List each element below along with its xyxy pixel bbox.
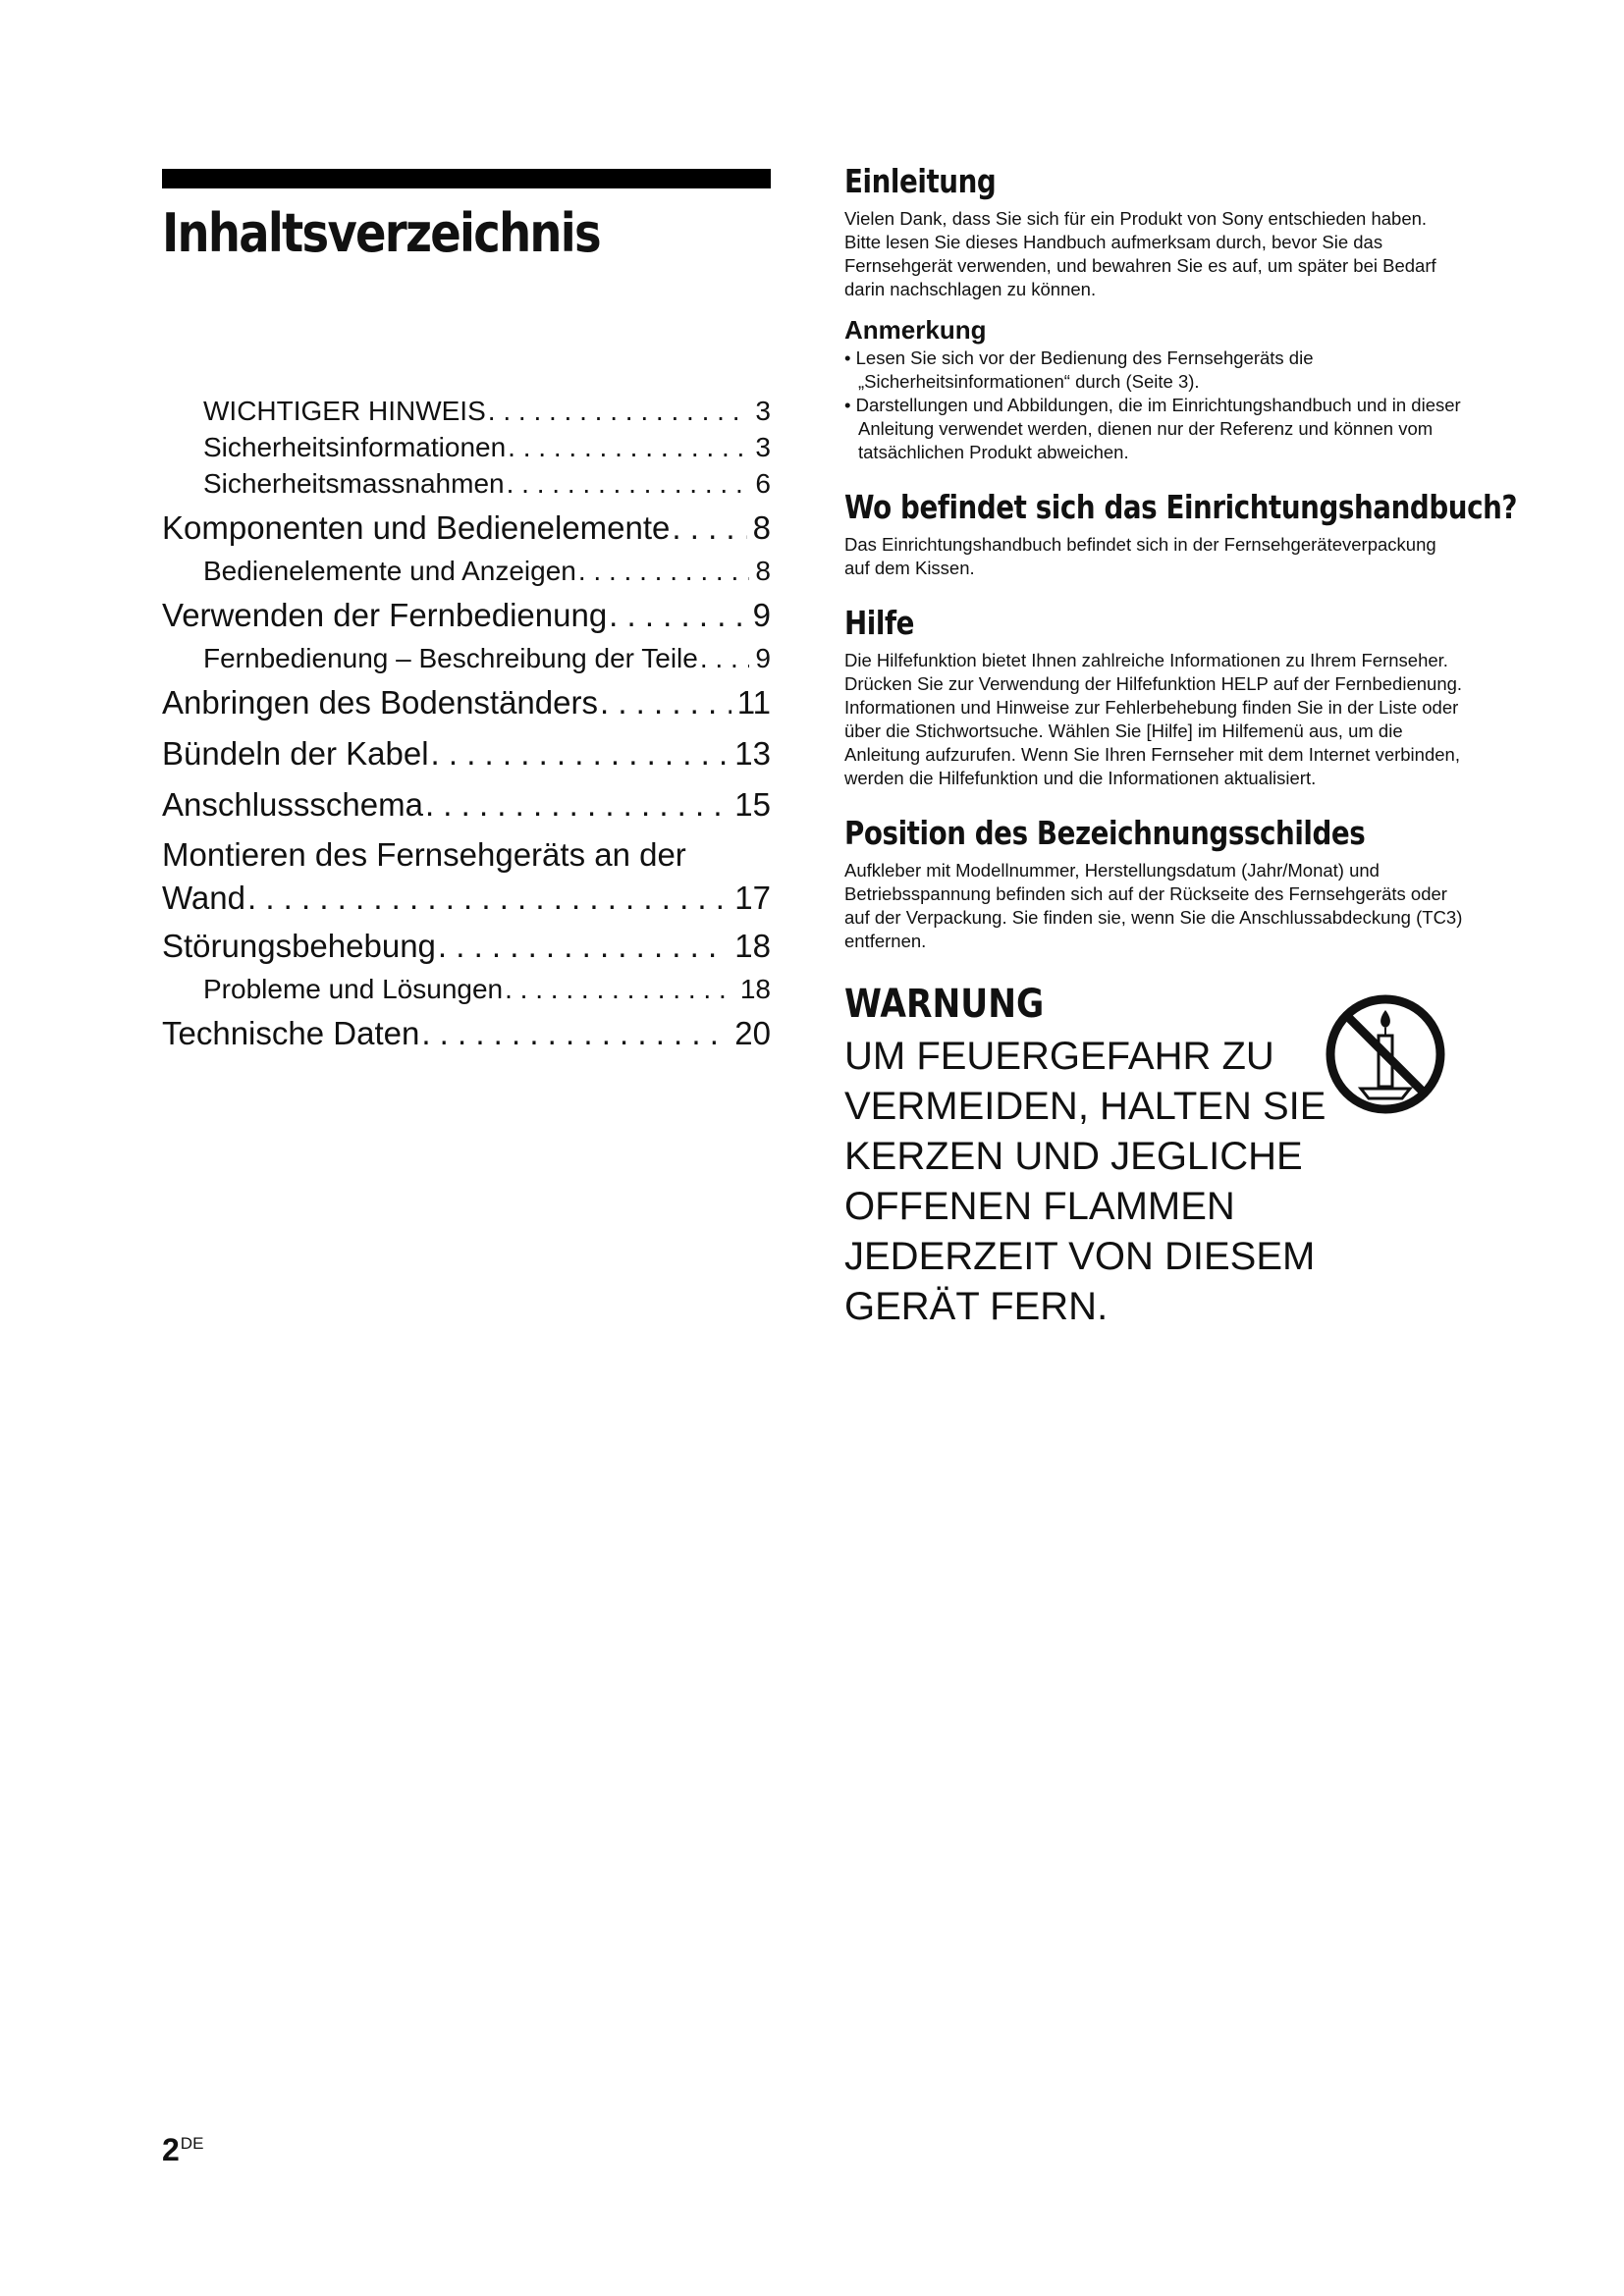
table-of-contents bbox=[162, 393, 771, 1058]
warning-box bbox=[844, 981, 1463, 1332]
toc-page: 9 bbox=[755, 643, 771, 673]
paragraph: Aufkleber mit Modellnummer, Herstellungsdatum (Jahr/Monat) und Betriebsspannung befinden sich auf der Rückseite des Fernsehgeräts oder auf der Verpackung. Sie finden sie, wenn Sie die Anschlussabdeckung (TC3) entfernen. bbox=[844, 860, 1463, 951]
list-item: • Lesen Sie sich vor der Bedienung des Fernsehgeräts die „Sicherheitsinformationen“ durch (Seite 3). bbox=[844, 347, 1463, 394]
section-title: Wo befindet sich das Einrichtungshandbuch? bbox=[844, 488, 1518, 526]
warning-title: WARNUNG bbox=[844, 982, 1045, 1027]
toc-page: 18 bbox=[734, 928, 771, 964]
toc-entry[interactable]: Anbringen des Bodenständers . . . 11 bbox=[162, 678, 771, 727]
section-label-position bbox=[844, 814, 1463, 953]
toc-page: 11 bbox=[736, 684, 771, 721]
section-title: Hilfe bbox=[844, 604, 914, 642]
toc-page: 9 bbox=[752, 597, 771, 633]
toc-page: 15 bbox=[734, 786, 771, 823]
note-list bbox=[844, 347, 1463, 464]
toc-entry[interactable]: Bedienelemente und Anzeigen . . . 8 bbox=[162, 553, 771, 589]
title-rule bbox=[162, 169, 771, 188]
toc-page: 13 bbox=[734, 735, 771, 772]
toc-entry[interactable]: Verwenden der Fernbedienung . . . 9 bbox=[162, 591, 771, 640]
toc-entry[interactable]: Probleme und Lösungen . . . 18 bbox=[162, 971, 771, 1007]
paragraph: Vielen Dank, dass Sie sich für ein Produkt von Sony entschieden haben. Bitte lesen Sie dieses Handbuch aufmerksam durch, bevor Sie das Fernsehgerät verwenden, und bewahren Sie es auf, um später bei Bedarf darin nachschlagen zu können. bbox=[844, 208, 1436, 299]
toc-page: 17 bbox=[734, 880, 771, 916]
toc-entry[interactable]: Störungsbehebung . . . 18 bbox=[162, 922, 771, 971]
warning-text: UM FEUERGEFAHR ZU VERMEIDEN, HALTEN SIE KERZEN UND JEGLICHE OFFENEN FLAMMEN JEDERZEIT VON DIESEM GERÄT FERN. bbox=[844, 1035, 1326, 1328]
toc-header bbox=[162, 169, 771, 264]
toc-entry[interactable]: Montieren des Fernsehgeräts an der Wand . . . 17 bbox=[162, 833, 771, 920]
toc-entry[interactable]: Sicherheitsmassnahmen . . . 6 bbox=[162, 465, 771, 502]
toc-entry[interactable]: WICHTIGER HINWEIS . . . 3 bbox=[162, 393, 771, 429]
toc-page: 3 bbox=[755, 396, 771, 426]
toc-entry[interactable]: Bündeln der Kabel . . . 13 bbox=[162, 729, 771, 778]
paragraph: Die Hilfefunktion bietet Ihnen zahlreiche Informationen zu Ihrem Fernseher. Drücken Sie zur Verwendung der Hilfefunktion HELP auf der Fernbedienung. Informationen und Hinweise zur Fehlerbehebung finden Sie in der Liste oder über die Stichwortsuche. Wählen Sie [Hilfe] im Hilfemenü aus, um die Anleitung aufzurufen. Wenn Sie Ihren Fernseher mit dem Internet verbinden, werden die Hilfefunktion und die Informationen aktualisiert. bbox=[844, 650, 1463, 788]
toc-page: 18 bbox=[739, 974, 771, 1004]
no-candle-icon bbox=[1324, 992, 1447, 1116]
page-title: Inhaltsverzeichnis bbox=[162, 202, 600, 264]
right-column bbox=[844, 162, 1518, 1332]
toc-entry[interactable]: Sicherheitsinformationen . . . 3 bbox=[162, 429, 771, 465]
page-number: 2DE bbox=[162, 2132, 204, 2167]
language-code: DE bbox=[180, 2134, 204, 2153]
toc-page: 8 bbox=[755, 556, 771, 586]
section-setup-guide bbox=[844, 488, 1518, 580]
list-item: • Darstellungen und Abbildungen, die im Einrichtungshandbuch und in dieser Anleitung verwendet werden, dienen nur der Referenz und können vom tatsächlichen Produkt abweichen. bbox=[844, 394, 1463, 464]
section-hilfe bbox=[844, 604, 1463, 790]
toc-entry[interactable]: Technische Daten . . . 20 bbox=[162, 1009, 771, 1058]
toc-page: 8 bbox=[752, 509, 771, 546]
toc-entry[interactable]: Anschlussschema . . . 15 bbox=[162, 780, 771, 829]
toc-page: 3 bbox=[755, 432, 771, 462]
section-title: Position des Bezeichnungsschildes bbox=[844, 814, 1366, 852]
toc-entry[interactable]: Komponenten und Bedienelemente . . . 8 bbox=[162, 504, 771, 553]
note-title: Anmerkung bbox=[844, 315, 987, 345]
section-einleitung bbox=[844, 162, 1463, 464]
toc-page: 6 bbox=[755, 468, 771, 499]
paragraph: Das Einrichtungshandbuch befindet sich in der Fernsehgeräteverpackung auf dem Kissen. bbox=[844, 534, 1436, 578]
toc-entry[interactable]: Fernbedienung – Beschreibung der Teile . . . 9 bbox=[162, 640, 771, 676]
section-title: Einleitung bbox=[844, 162, 997, 200]
toc-page: 20 bbox=[734, 1015, 771, 1051]
